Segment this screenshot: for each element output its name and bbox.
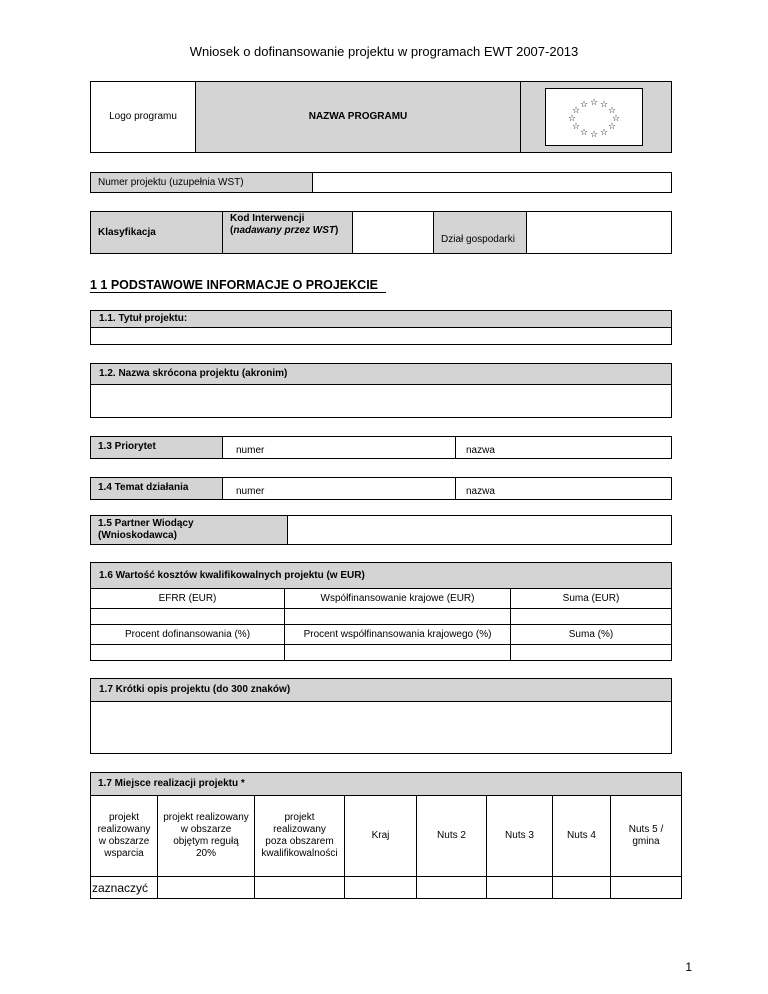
priority-label: 1.3 Priorytet	[91, 437, 223, 458]
efrr-eur-input[interactable]	[91, 609, 285, 625]
action-theme-name-input[interactable]: nazwa	[466, 486, 495, 497]
svg-text:☆: ☆	[567, 114, 577, 124]
short-description-block	[90, 678, 672, 754]
project-number-label: Numer projektu (uzupełnia WST)	[91, 173, 313, 192]
intervention-code-label: Kod Interwencji (nadawany przez WST)	[223, 212, 353, 253]
project-title-label: 1.1. Tytuł projektu:	[91, 311, 671, 328]
location-mark-cell-nuts-5-commune[interactable]	[611, 877, 681, 898]
lead-partner-input[interactable]	[288, 516, 671, 544]
project-acronym-block	[90, 363, 672, 418]
short-description-input[interactable]	[91, 702, 671, 753]
location-col-nuts-2: Nuts 2	[417, 796, 487, 877]
svg-text:☆: ☆	[589, 98, 599, 108]
sum-percent-header: Suma (%)	[511, 625, 671, 645]
project-number-input[interactable]	[313, 173, 671, 192]
svg-text:☆: ☆	[599, 128, 609, 138]
eu-flag-area	[521, 82, 671, 152]
svg-text:☆: ☆	[571, 106, 581, 116]
svg-text:☆: ☆	[579, 128, 589, 138]
location-col-in-support-area: projekt realizowany w obszarze wsparcia	[91, 796, 158, 877]
project-title-input[interactable]	[91, 328, 671, 344]
location-mark-cell-nuts-4[interactable]	[553, 877, 611, 898]
svg-text:☆: ☆	[599, 100, 609, 110]
eligible-costs-block	[90, 562, 672, 661]
priority-row	[90, 436, 672, 459]
location-mark-cell-nuts-3[interactable]	[487, 877, 553, 898]
location-col-country: Kraj	[345, 796, 417, 877]
location-mark-cell-nuts-2[interactable]	[417, 877, 487, 898]
svg-text:☆: ☆	[571, 122, 581, 132]
section-heading: 1 1 PODSTAWOWE INFORMACJE O PROJEKCIE	[90, 277, 386, 293]
program-name: NAZWA PROGRAMU	[196, 82, 521, 152]
logo-placeholder: Logo programu	[91, 82, 196, 152]
national-cofinancing-percent-header: Procent współfinansowania krajowego (%)	[285, 625, 511, 645]
project-title-block	[90, 310, 672, 345]
location-mark-cell-in-20-percent-rule-area[interactable]	[158, 877, 255, 898]
location-col-in-20-percent-rule-area: projekt realizowany w obszarze objętym regułą 20%	[158, 796, 255, 877]
mark-row-label: zaznaczyć	[91, 877, 158, 898]
sum-eur-input[interactable]	[511, 609, 671, 625]
lead-partner-row	[90, 515, 672, 545]
document-header-title: Wniosek o dofinansowanie projektu w programach EWT 2007-2013	[189, 43, 579, 59]
project-number-row	[90, 172, 672, 193]
eligible-costs-label: 1.6 Wartość kosztów kwalifikowalnych projektu (w EUR)	[91, 563, 671, 589]
cofinancing-percent-input[interactable]	[91, 645, 285, 660]
economic-sector-input[interactable]	[527, 212, 671, 253]
action-theme-row	[90, 477, 672, 500]
action-theme-label: 1.4 Temat działania	[91, 478, 223, 499]
priority-number-input[interactable]: numer	[223, 437, 456, 458]
national-cofinancing-eur-input[interactable]	[285, 609, 511, 625]
program-header-block	[90, 81, 672, 153]
svg-text:☆: ☆	[607, 106, 617, 116]
location-mark-cell-outside-eligible-area[interactable]	[255, 877, 345, 898]
location-mark-cell-country[interactable]	[345, 877, 417, 898]
priority-name-input[interactable]: nazwa	[466, 445, 495, 456]
national-cofinancing-eur-header: Współfinansowanie krajowe (EUR)	[285, 589, 511, 609]
intervention-code-input[interactable]	[353, 212, 434, 253]
location-col-outside-eligible-area: projekt realizowany poza obszarem kwalifikowalności	[255, 796, 345, 877]
location-col-nuts-4: Nuts 4	[553, 796, 611, 877]
project-acronym-input[interactable]	[91, 385, 671, 417]
eu-stars-icon	[545, 88, 643, 146]
lead-partner-label: 1.5 Partner Wiodący (Wnioskodawca)	[91, 516, 288, 544]
project-location-label: 1.7 Miejsce realizacji projektu *	[91, 773, 681, 796]
svg-text:☆: ☆	[579, 100, 589, 110]
sum-eur-header: Suma (EUR)	[511, 589, 671, 609]
page-number: 1	[685, 960, 692, 974]
project-location-block	[90, 772, 682, 899]
short-description-label: 1.7 Krótki opis projektu (do 300 znaków)	[91, 679, 671, 702]
action-theme-number-input[interactable]: numer	[223, 478, 456, 499]
location-col-nuts-3: Nuts 3	[487, 796, 553, 877]
classification-row	[90, 211, 672, 254]
svg-text:☆: ☆	[611, 114, 621, 124]
location-col-nuts-5-commune: Nuts 5 / gmina	[611, 796, 681, 877]
cofinancing-percent-header: Procent dofinansowania (%)	[91, 625, 285, 645]
sum-percent-input[interactable]	[511, 645, 671, 660]
national-cofinancing-percent-input[interactable]	[285, 645, 511, 660]
classification-label: Klasyfikacja	[91, 212, 223, 253]
efrr-eur-header: EFRR (EUR)	[91, 589, 285, 609]
economic-sector-label: Dział gospodarki	[434, 212, 527, 253]
svg-text:☆: ☆	[589, 130, 599, 140]
project-acronym-label: 1.2. Nazwa skrócona projektu (akronim)	[91, 364, 671, 385]
svg-text:☆: ☆	[607, 122, 617, 132]
